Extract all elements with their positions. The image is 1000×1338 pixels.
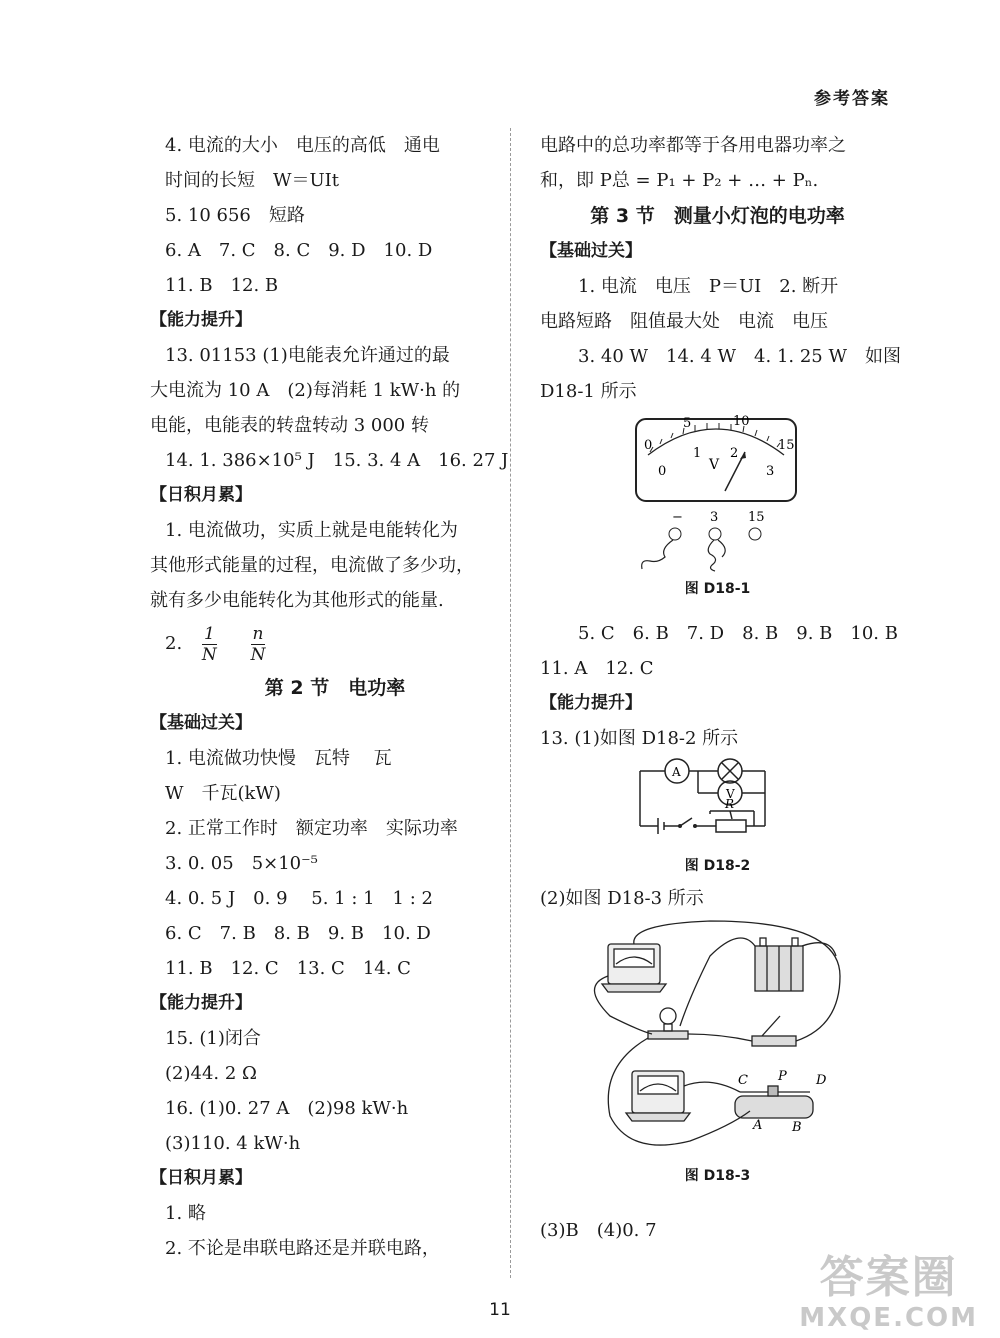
answer-line: 5. 10 656 短路 xyxy=(165,205,305,226)
figure-caption: 图 D18-3 xyxy=(684,1168,751,1184)
ammeter-label: A xyxy=(672,765,681,779)
figure-d18-1 xyxy=(540,409,895,574)
terminal-label-a: A xyxy=(753,1118,763,1133)
answer-line: 就有多少电能转化为其他形式的能量. xyxy=(150,590,444,611)
answer-line: 13. 01153 (1)电能表允许通过的最 xyxy=(165,345,450,366)
scale-bottom-0: 0 xyxy=(658,464,667,479)
scale-top-15: 15 xyxy=(778,438,795,453)
fraction-1-denominator: N xyxy=(201,644,217,665)
answer-line: (2)44. 2 Ω xyxy=(165,1063,257,1084)
answer-line: 2. 正常工作时 额定功率 实际功率 xyxy=(165,818,458,839)
answer-line: D18-1 所示 xyxy=(540,381,637,402)
resistor-label: R xyxy=(725,797,735,811)
answer-line: 5. C 6. B 7. D 8. B 9. B 10. B xyxy=(578,623,898,644)
page-number: 11 xyxy=(489,1300,511,1320)
section-label: 【能力提升】 xyxy=(540,693,642,713)
scale-top-10: 10 xyxy=(733,414,750,429)
answer-line: 4. 0. 5 J 0. 9 5. 1 : 1 1 : 2 xyxy=(165,888,433,909)
left-column xyxy=(150,128,509,1266)
answer-line: 4. 电流的大小 电压的高低 通电 xyxy=(165,135,440,156)
terminal-label-b: B xyxy=(792,1120,802,1135)
scale-top-0: 0 xyxy=(644,438,653,453)
terminal-label-c: C xyxy=(738,1073,748,1088)
scale-bottom-1: 1 xyxy=(693,446,702,461)
fraction-2-numerator: n xyxy=(252,623,264,644)
voltmeter-unit: V xyxy=(709,457,720,473)
figure-caption: 图 D18-2 xyxy=(684,858,751,874)
answer-line: 和，即 P总 = P₁ + P₂ + … + Pₙ. xyxy=(540,170,819,191)
answer-line: 时间的长短 W＝UIt xyxy=(165,170,340,191)
fraction-1 xyxy=(202,624,217,665)
answer-line: W 千瓦(kW) xyxy=(165,783,281,804)
section-title: 第 3 节 测量小灯泡的电功率 xyxy=(590,205,845,227)
answer-line: 3. 0. 05 5×10⁻⁵ xyxy=(165,853,318,874)
figure-d18-3 xyxy=(540,916,895,1161)
answer-line: 1. 电流做功，实质上就是电能转化为 xyxy=(165,520,458,541)
answer-line: 其他形式能量的过程，电流做了多少功， xyxy=(150,555,474,576)
answer-line: 13. (1)如图 D18-2 所示 xyxy=(540,728,739,749)
voltmeter-diagram xyxy=(540,409,895,574)
answer-line: 大电流为 10 A (2)每消耗 1 kW·h 的 xyxy=(150,380,461,401)
answer-line: 11. B 12. B xyxy=(165,275,279,296)
answer-line: 11. B 12. C 13. C 14. C xyxy=(165,958,411,979)
terminal-3: 3 xyxy=(710,510,719,525)
scale-bottom-3: 3 xyxy=(766,464,775,479)
answer-line: 电路中的总功率都等于各用电器功率之 xyxy=(540,135,846,156)
answer-line: 3. 40 W 14. 4 W 4. 1. 25 W 如图 xyxy=(578,346,901,367)
section-label: 【日积月累】 xyxy=(150,1168,252,1188)
answer-line: 16. (1)0. 27 A (2)98 kW·h xyxy=(165,1098,409,1119)
section-title: 第 2 节 电功率 xyxy=(264,677,406,699)
section-label: 【基础过关】 xyxy=(150,713,252,733)
section-label: 【日积月累】 xyxy=(150,485,252,505)
figure-caption: 图 D18-1 xyxy=(684,581,751,597)
answer-line: (3)110. 4 kW·h xyxy=(165,1133,301,1154)
terminal-negative: − xyxy=(672,510,683,525)
page-header: 参考答案 xyxy=(814,89,890,109)
answer-line: 6. A 7. C 8. C 9. D 10. D xyxy=(165,240,433,261)
fraction-2-denominator: N xyxy=(250,644,266,665)
answer-line: 6. C 7. B 8. B 9. B 10. D xyxy=(165,923,431,944)
terminal-15: 15 xyxy=(748,510,765,525)
section-label: 【能力提升】 xyxy=(150,310,252,330)
fraction-answer xyxy=(165,618,505,670)
fraction-prefix: 2. xyxy=(165,633,183,654)
right-column xyxy=(540,128,901,1248)
answer-line: (3)B (4)0. 7 xyxy=(540,1220,657,1241)
answer-line: 14. 1. 386×10⁵ J 15. 3. 4 A 16. 27 J xyxy=(165,450,509,471)
watermark-bottom: MXQE.COM xyxy=(799,1303,978,1333)
fraction-1-numerator: 1 xyxy=(202,624,217,645)
answer-line: 1. 电流做功快慢 瓦特 瓦 xyxy=(165,748,392,769)
terminal-label-p: P xyxy=(778,1069,787,1084)
wiring-diagram xyxy=(540,916,895,1161)
fraction-2 xyxy=(251,624,266,665)
scale-top-5: 5 xyxy=(683,416,692,431)
terminal-label-d: D xyxy=(816,1073,827,1088)
answer-line: 电路短路 阻值最大处 电流 电压 xyxy=(540,311,828,332)
watermark-top: 答案圈 xyxy=(819,1252,958,1303)
scale-bottom-2: 2 xyxy=(730,446,739,461)
column-divider xyxy=(510,128,511,1278)
voltmeter-label: V xyxy=(726,787,735,801)
section-label: 【基础过关】 xyxy=(540,241,642,261)
answer-line: 1. 略 xyxy=(165,1203,206,1224)
watermark-logo xyxy=(799,1252,978,1338)
answer-line: 2. 不论是串联电路还是并联电路， xyxy=(165,1238,440,1259)
figure-d18-2 xyxy=(540,756,895,851)
answer-line: 11. A 12. C xyxy=(540,658,654,679)
answer-line: 15. (1)闭合 xyxy=(165,1028,261,1049)
answer-line: (2)如图 D18-3 所示 xyxy=(540,888,704,909)
answer-line: 电能，电能表的转盘转动 3 000 转 xyxy=(150,415,429,436)
answer-line: 1. 电流 电压 P＝UI 2. 断开 xyxy=(578,276,839,297)
section-label: 【能力提升】 xyxy=(150,993,252,1013)
circuit-diagram xyxy=(540,756,895,851)
